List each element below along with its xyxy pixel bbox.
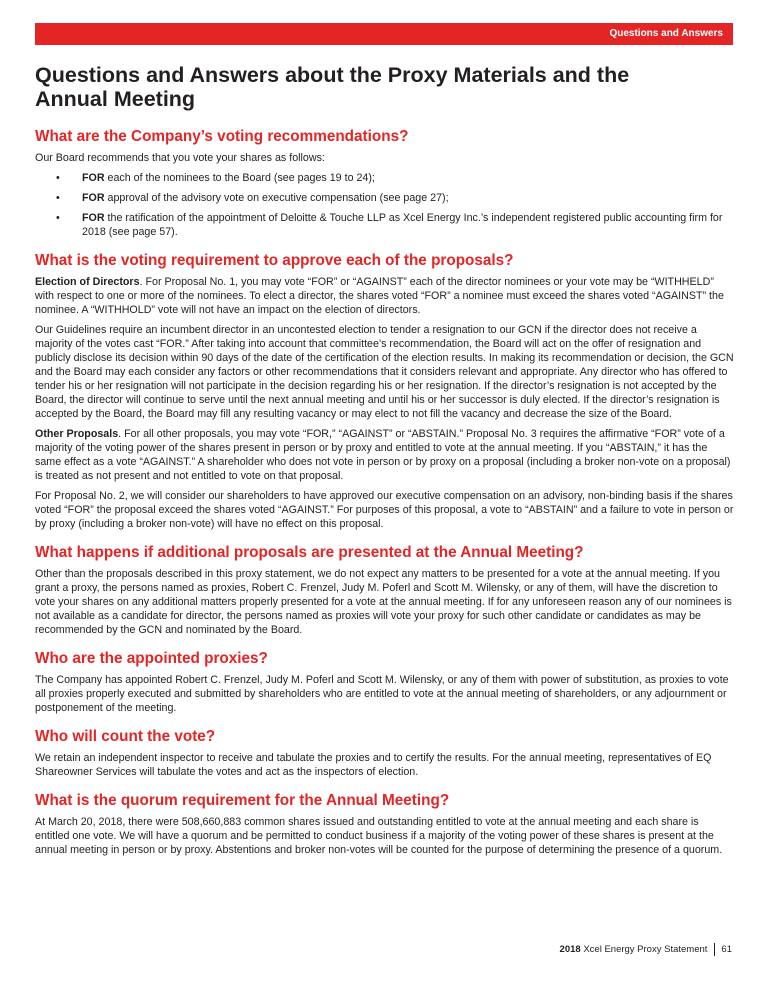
footer-divider: [714, 943, 715, 956]
bullet-icon: •: [56, 172, 60, 184]
section-heading: What is the voting requirement to approve each of the proposals?: [35, 252, 514, 269]
section-appointed-proxies: [35, 650, 735, 715]
bold-text: FOR: [82, 172, 105, 184]
paragraph: [35, 275, 735, 317]
bold-text: FOR: [82, 212, 105, 224]
page-footer: [560, 943, 732, 956]
paragraph: Our Board recommends that you vote your shares as follows:: [35, 152, 325, 164]
section-heading: What is the quorum requirement for the Annual Meeting?: [35, 792, 450, 809]
paragraph: The Company has appointed Robert C. Frenzel, Judy M. Poferl and Scott M. Wilensky, or any of them with power of substitution, as proxies to vote all proxies properly executed and submitted by shareholders who are entitled to vote at the annual meeting of shareholders, or any adjournment or postponement of the meeting.: [35, 674, 729, 714]
main-content: [35, 128, 735, 870]
paragraph: Other than the proposals described in this proxy statement, we do not expect any matters to be presented for a vote at the annual meeting. If you grant a proxy, the persons named as proxies, Robert C. Frenzel, Judy M. Poferl and Scott M. Wilensky, or any of them, will have the discretion to vote your shares on any additional matters properly presented for a vote at the annual meeting. If for any unforeseen reason any of our nominees is not available as a candidate for director, the persons named as proxies will vote your proxy for such other candidate or candidates as may be recommended by the GCN and nominated by the Board.: [35, 568, 732, 636]
list-item-text: the ratification of the appointment of Deloitte & Touche LLP as Xcel Energy Inc.’s independent registered public accounting firm for 2018 (see page 57).: [82, 212, 723, 238]
section-additional-proposals: [35, 544, 735, 637]
section-recommendations: [35, 128, 735, 239]
section-header-bar: [35, 23, 733, 45]
paragraph: For Proposal No. 2, we will consider our shareholders to have approved our executive compensation on an advisory, non-binding basis if the shares voted “FOR” the proposal exceed the shares voted “AGAINST.” For purposes of this proposal, a vote to “ABSTAIN” and a failure to vote in person or by proxy (including a broker non-vote) will have no effect on this proposal.: [35, 490, 734, 530]
paragraph-text: . For all other proposals, you may vote “FOR,” “AGAINST” or “ABSTAIN.” Proposal No. 3 requires the affirmative “FOR” vote of a majority of the voting power of the shares present in person or by proxy and entitled to vote at the annual meeting. If you “ABSTAIN,” it has the same effect as a vote “AGAINST.” A shareholder who does not vote in person or by proxy on a proposal (including a broker non-vote on a proposal) is treated as not present and not entitled to vote on that proposal.: [35, 428, 731, 482]
footer-publication: Xcel Energy Proxy Statement: [580, 944, 708, 956]
list-item: [35, 191, 735, 205]
list-item-text: approval of the advisory vote on executive compensation (see page 27);: [104, 192, 449, 204]
list-item: [35, 171, 735, 185]
paragraph: At March 20, 2018, there were 508,660,883 common shares issued and outstanding entitled to vote at the annual meeting and each share is entitled one vote. We will have a quorum and be permitted to conduct business if a majority of the voting power of these shares is present at the annual meeting in person or by proxy. Abstentions and broker non-votes will be counted for the purpose of determining the presence of a quorum.: [35, 816, 723, 856]
section-label: Questions and Answers: [609, 28, 723, 39]
section-heading: Who are the appointed proxies?: [35, 650, 268, 667]
footer-year: 2018: [559, 944, 581, 956]
bold-text: Election of Directors: [35, 276, 140, 288]
paragraph: Our Guidelines require an incumbent director in an uncontested election to tender a resignation to our GCN if the director does not receive a majority of the votes cast “FOR.” After taking into account that committee’s recommendation, the Board will act on the offer of resignation and publicly disclose its decision within 90 days of the date of the certification of the election results. In making its recommendation or decision, the GCN and the Board may each consider any factors or other recommendations that it considers relevant and appropriate. Any director who has offered to tender his or her resignation will not participate in the decision regarding his or her resignation. If the director’s resignation is not accepted by the Board, the director will continue to serve until the next annual meeting and until his or her successor is duly elected. If the director’s resignation is accepted by the Board, the Board may fill any resulting vacancy or may elect to not fill the vacancy and decrease the size of the Board.: [35, 324, 734, 420]
bold-text: FOR: [82, 192, 105, 204]
section-voting-requirement: [35, 252, 735, 531]
recommendation-list: [35, 171, 735, 239]
section-quorum: [35, 792, 735, 857]
paragraph: [35, 427, 735, 483]
section-heading: What are the Company’s voting recommendations?: [35, 128, 409, 145]
bold-text: Other Proposals: [35, 428, 119, 440]
list-item: [35, 211, 735, 239]
bullet-icon: •: [56, 212, 60, 224]
section-heading: Who will count the vote?: [35, 728, 216, 745]
paragraph: We retain an independent inspector to receive and tabulate the proxies and to certify the results. For the annual meeting, representatives of EQ Shareowner Services will tabulate the votes and act as the inspectors of election.: [35, 752, 712, 778]
section-count-vote: [35, 728, 735, 779]
paragraph-text: . For Proposal No. 1, you may vote “FOR” or “AGAINST” each of the director nominees or your vote may be “WITHHELD” with respect to one or more of the nominees. To elect a director, the shares voted “FOR” a nominee must exceed the shares voted “AGAINST” the nominee. A “WITHHOLD” vote will not have an impact on the election of directors.: [35, 276, 724, 316]
section-heading: What happens if additional proposals are presented at the Annual Meeting?: [35, 544, 584, 561]
list-item-text: each of the nominees to the Board (see pages 19 to 24);: [104, 172, 375, 184]
page-title: Questions and Answers about the Proxy Materials and the Annual Meeting: [35, 63, 630, 111]
bullet-icon: •: [56, 192, 60, 204]
page-number: 61: [721, 944, 732, 956]
